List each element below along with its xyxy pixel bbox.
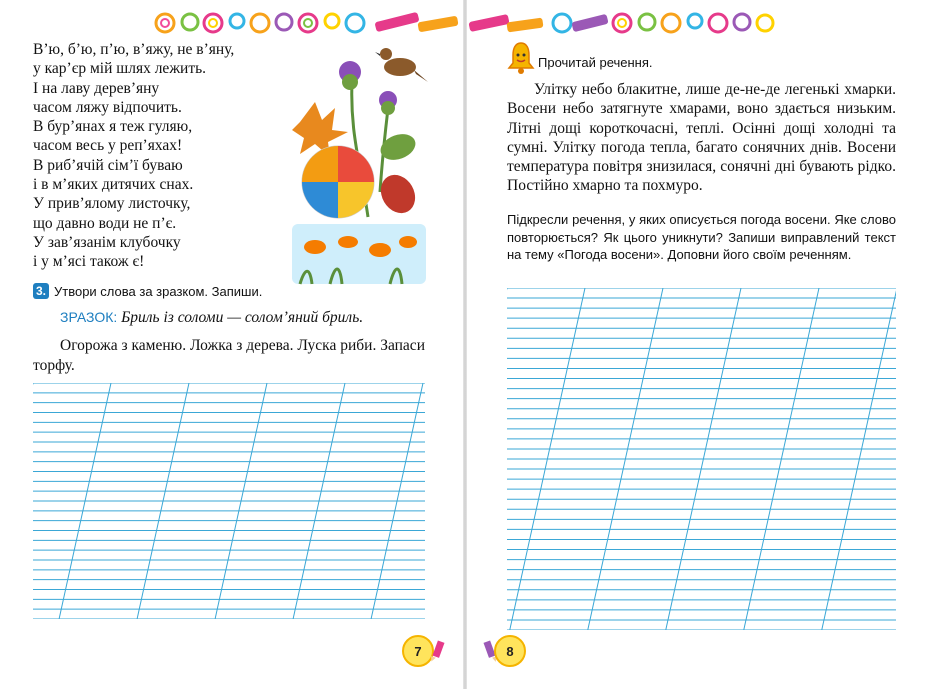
poem-line: що давно води не п’є. [33,214,177,232]
bell-icon [507,41,535,75]
writing-lines-left [33,383,425,619]
poem-line: У зав’язанім клубочку [33,233,181,251]
reading-text [507,80,896,196]
read-instruction: Прочитай речення. [538,55,653,70]
reading-paragraph: Улітку небо блакитне, лише де-не-де легенькі хмарки. Восени небо затягнуте хмарами, воно здається низьким. Літні дощі короткочасні, теплі. Осінні дощі холодні та сумні. Улітку погода тепла, багато сонячних днів. Восени температура повітря знизилася, сонячні дні бувають рідко. Постійно хмарно та похмуро. [507,81,896,195]
poem-line: і в м’яких дитячих снах. [33,176,194,194]
book-spine [463,0,467,689]
exercise-text: Огорожа з каменю. Ложка з дерева. Луска риби. Запаси торфу. [33,337,425,374]
example [60,309,363,327]
example-label: ЗРАЗОК: [60,309,118,325]
task-text: Підкресли речення, у яких описується погода восени. Яке слово повторюється? Як цього уникнути? Запиши виправлений текст на тему «Погода восени». Доповни його своїм реченням. [507,212,896,262]
poem-line: у кар’єр мій шлях лежить. [33,60,207,78]
decorative-swirls-right [467,8,777,38]
example-text: Бриль із соломи — солом’яний бриль. [121,309,364,326]
decorative-swirls-left [150,8,463,38]
illustration-bird-thistle-ball-leaves-fish [290,42,430,287]
poem-line: В бур’янах я теж гуляю, [33,118,193,136]
poem-line: часом весь у реп’яхах! [33,137,183,155]
task-number-badge: 3. [33,283,49,299]
pencil-icon [430,639,446,663]
task-3-heading [33,283,262,299]
poem [33,40,234,272]
poem-line: В риб’ячій сім’ї буваю [33,156,183,174]
page-number-8 [482,636,526,666]
poem-line: В’ю, б’ю, п’ю, в’яжу, не в’яну, [33,41,235,58]
page-number-circle: 8 [494,635,526,667]
page-number-circle: 7 [402,635,434,667]
poem-line: І на лаву дерев’яну [33,79,160,97]
poem-line: У прив’ялому листочку, [33,195,191,213]
page-number-7 [402,636,446,666]
task-3-text: Утвори слова за зразком. Запиши. [54,283,263,299]
poem-line: і у м’ясі також є! [33,253,145,271]
writing-lines-right [507,288,896,630]
poem-line: часом ляжу відпочить. [33,98,182,116]
